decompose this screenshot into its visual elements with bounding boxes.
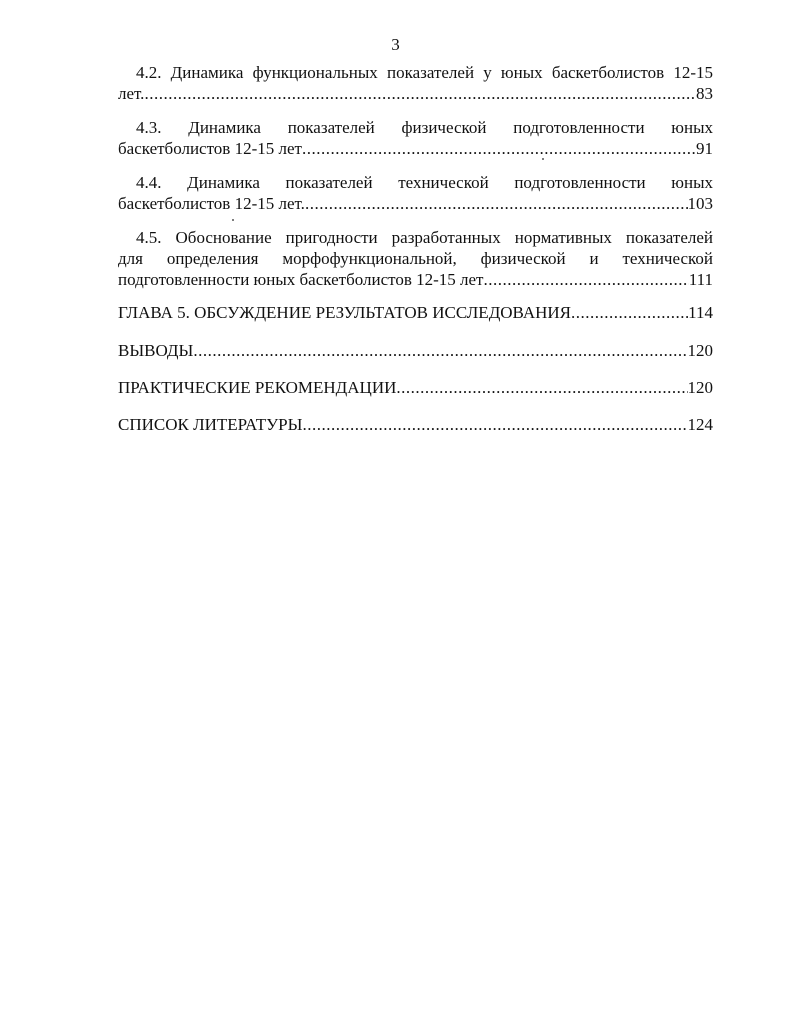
scan-speck xyxy=(542,158,544,160)
dot-leader xyxy=(193,340,687,361)
toc-entry-text: 4.5. Обоснование пригодности разработанных нормативных показателей xyxy=(136,228,713,247)
scan-speck xyxy=(232,219,234,221)
toc-entry-4-5 xyxy=(118,227,713,290)
table-of-contents xyxy=(118,60,713,435)
toc-chapter-conclusions xyxy=(118,340,713,361)
toc-page-ref: 83 xyxy=(696,84,713,103)
toc-page-ref: 120 xyxy=(687,378,713,397)
toc-entry-4-2 xyxy=(118,62,713,104)
toc-page-ref: 114 xyxy=(688,303,713,322)
toc-chapter-title: ВЫВОДЫ xyxy=(118,341,194,360)
dot-leader xyxy=(144,83,696,104)
dot-leader xyxy=(302,414,687,435)
toc-page-ref: 124 xyxy=(687,415,713,434)
toc-page-ref: 120 xyxy=(687,341,713,360)
toc-page-ref: 103 xyxy=(687,194,713,213)
toc-entry-text: 4.3. Динамика показателей физической подготовленности юных xyxy=(136,118,713,137)
toc-chapter-recommendations xyxy=(118,377,713,398)
toc-entry-last-line-text: баскетболистов 12-15 лет. xyxy=(118,194,305,213)
toc-entry-text: 4.2. Динамика функциональных показателей у юных баскетболистов 12-15 xyxy=(136,63,713,82)
toc-page-ref: 111 xyxy=(688,270,713,289)
toc-chapter-5 xyxy=(118,302,713,323)
toc-chapter-title: ГЛАВА 5. ОБСУЖДЕНИЕ РЕЗУЛЬТАТОВ ИССЛЕДОВАНИЯ xyxy=(118,303,571,322)
toc-page-ref: 91 xyxy=(696,139,713,158)
toc-entry-last-line-text: лет. xyxy=(118,84,145,103)
toc-chapter-title: СПИСОК ЛИТЕРАТУРЫ xyxy=(118,415,303,434)
toc-chapter-title: ПРАКТИЧЕСКИЕ РЕКОМЕНДАЦИИ xyxy=(118,378,397,397)
toc-entry-last-line-text: баскетболистов 12-15 лет xyxy=(118,139,302,158)
dot-leader xyxy=(302,138,696,159)
toc-entry-text: 4.4. Динамика показателей технической подготовленности юных xyxy=(136,173,713,192)
toc-entry-last-line xyxy=(118,138,713,159)
toc-entry-last-line-text: подготовленности юных баскетболистов 12-15 лет xyxy=(118,270,484,289)
dot-leader xyxy=(396,377,687,398)
dot-leader xyxy=(483,269,688,290)
dot-leader xyxy=(571,302,688,323)
toc-entry-last-line xyxy=(118,193,713,214)
page-number: 3 xyxy=(391,35,400,54)
toc-entry-text: для определения морфофункциональной, физической и технической xyxy=(118,249,713,268)
toc-entry-last-line xyxy=(118,269,713,290)
toc-entry-last-line xyxy=(118,83,713,104)
dot-leader xyxy=(305,193,688,214)
toc-entry-4-3 xyxy=(118,117,713,159)
toc-entry-4-4 xyxy=(118,172,713,214)
toc-chapter-references xyxy=(118,414,713,435)
